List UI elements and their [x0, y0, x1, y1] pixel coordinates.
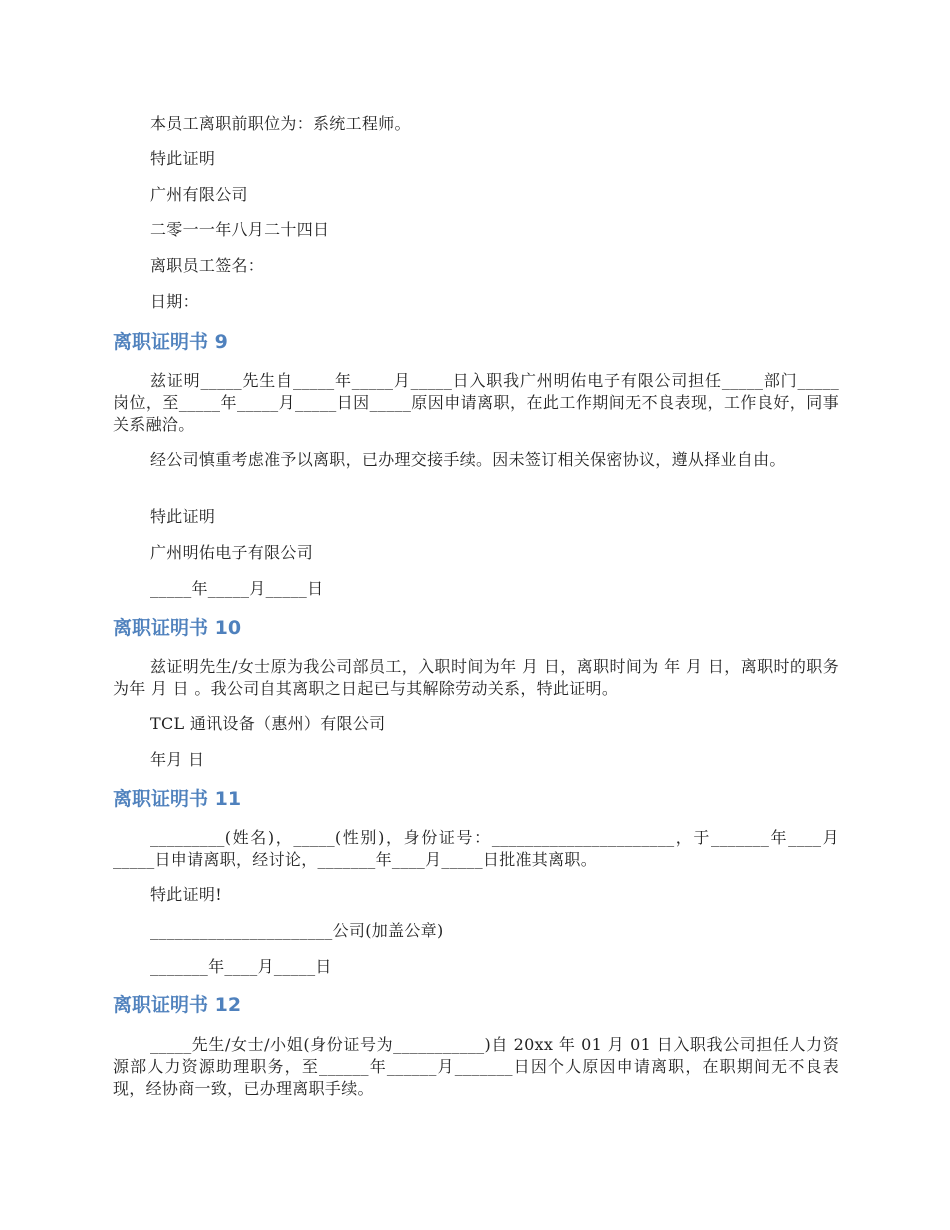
- section-9-approval: 经公司慎重考虑准予以离职，已办理交接手续。因未签订相关保密协议，遵从择业自由。: [150, 450, 786, 469]
- section-heading-12: 离职证明书 12: [113, 994, 242, 1016]
- section-12-body: _____先生/女士/小姐(身份证号为___________)自 20xx 年 01 月 01 日入职我公司担任人力资源部人力资源助理职务，至______年______月_______日因个人原因申请离职，在职期间无不良表现，经协商一致，已办理离职手续。: [113, 1035, 839, 1098]
- section-9-company-name: 广州明佑电子有限公司: [150, 543, 314, 562]
- position-statement: 本员工离职前职位为：系统工程师。: [150, 114, 411, 133]
- section-10-date-line: 年月 日: [150, 750, 205, 769]
- section-heading-9: 离职证明书 9: [113, 331, 228, 353]
- section-11-date-line: _______年____月_____日: [150, 957, 332, 976]
- section-heading-10: 离职证明书 10: [113, 617, 242, 639]
- company-name: 广州有限公司: [150, 185, 248, 204]
- certification-phrase: 特此证明: [150, 149, 216, 168]
- section-10-company-name: TCL 通讯设备（惠州）有限公司: [150, 714, 386, 733]
- section-10-body: 兹证明先生/女士原为我公司部员工，入职时间为年 月 日，离职时间为 年 月 日，离职时的职务为年 月 日 。我公司自其离职之日起已与其解除劳动关系，特此证明。: [113, 657, 839, 698]
- section-9-body: 兹证明_____先生自_____年_____月_____日入职我广州明佑电子有限公司担任_____部门_____岗位，至_____年_____月_____日因_____原因申请离职，在此工作期间无不良表现，工作良好，同事关系融洽。: [113, 371, 839, 434]
- section-11-body: _________(姓名)，_____(性别)，身份证号：______________________，于_______年____月_____日申请离职，经讨论，_______年____月_____日批准其离职。: [113, 828, 839, 869]
- section-11-certification-phrase: 特此证明!: [150, 885, 222, 904]
- date-label: 日期：: [150, 292, 199, 311]
- section-9-date-line: _____年_____月_____日: [150, 579, 324, 598]
- section-9-certification-phrase: 特此证明: [150, 507, 216, 526]
- section-11-company-seal-line: ______________________公司(加盖公章): [150, 921, 444, 940]
- issue-date: 二零一一年八月二十四日: [150, 220, 330, 239]
- section-heading-11: 离职证明书 11: [113, 788, 242, 810]
- employee-signature-label: 离职员工签名：: [150, 256, 265, 275]
